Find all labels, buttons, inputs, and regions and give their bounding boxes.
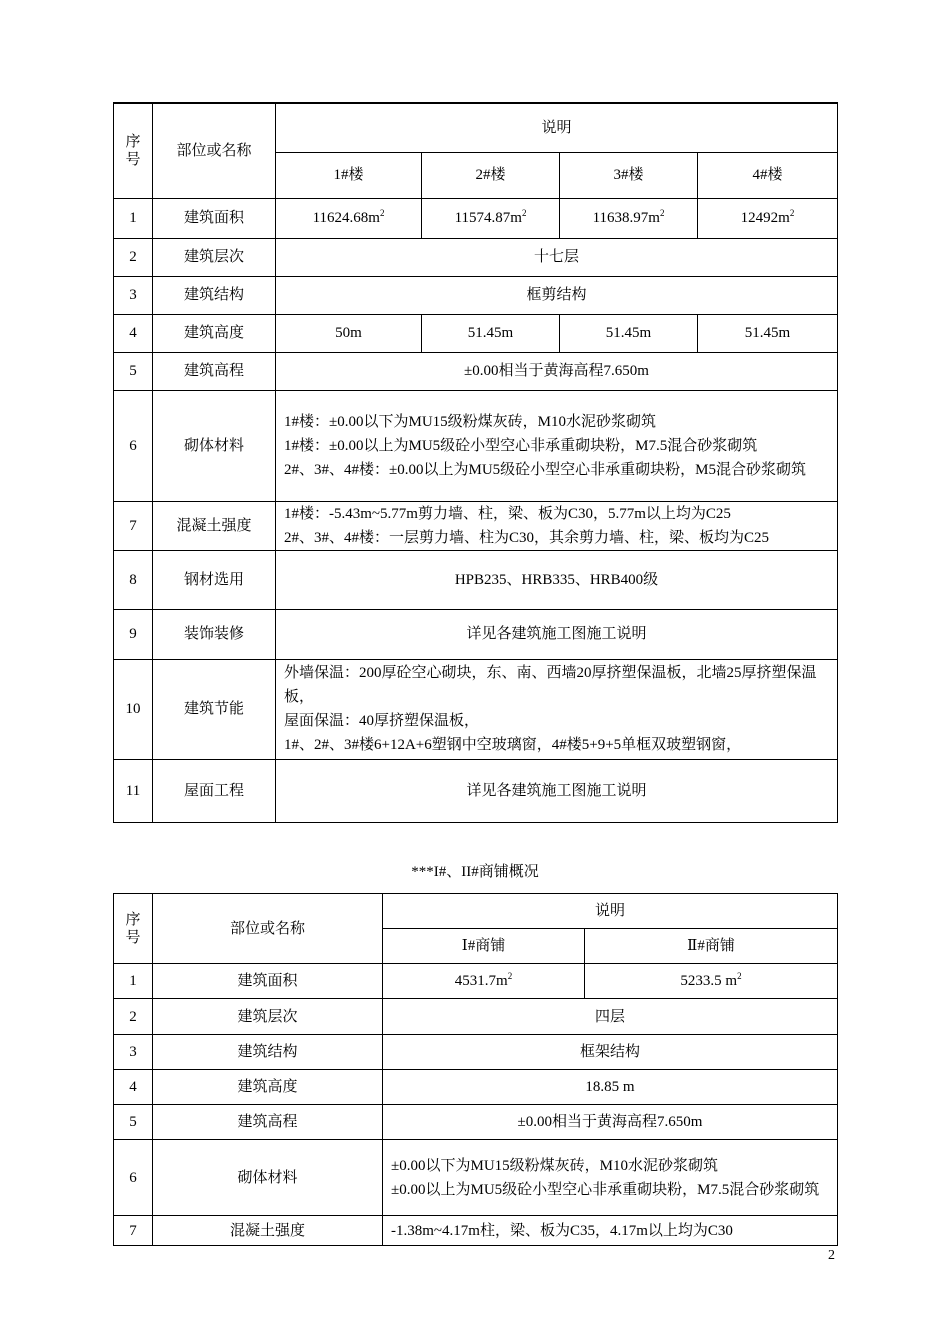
row-name: 建筑高度 bbox=[153, 314, 276, 352]
height-cell: 51.45m bbox=[560, 314, 698, 352]
row-no: 10 bbox=[114, 659, 153, 759]
row-no: 4 bbox=[114, 1070, 153, 1105]
row-desc: 详见各建筑施工图施工说明 bbox=[276, 759, 838, 822]
row-name: 屋面工程 bbox=[153, 759, 276, 822]
row-no: 7 bbox=[114, 501, 153, 550]
row-name: 建筑结构 bbox=[153, 1035, 383, 1070]
row-no: 2 bbox=[114, 238, 153, 276]
building-header: 1#楼 bbox=[276, 152, 422, 198]
table-row bbox=[114, 352, 838, 390]
row-desc: 18.85 m bbox=[383, 1070, 838, 1105]
area-cell: $4531.7m^2$ bbox=[383, 964, 585, 999]
row-name: 砌体材料 bbox=[153, 1140, 383, 1216]
row-name: 建筑面积 bbox=[153, 198, 276, 238]
row-name: 钢材选用 bbox=[153, 550, 276, 609]
desc-line: 外墙保温：200厚砼空心砌块，东、南、西墙20厚挤塑保温板，北墙25厚挤塑保温板， bbox=[284, 665, 817, 705]
row-desc: HPB235、HRB335、HRB400级 bbox=[276, 550, 838, 609]
table-row bbox=[114, 1035, 838, 1070]
table-row bbox=[114, 198, 838, 238]
area-cell: $11638.97m^2$ bbox=[560, 198, 698, 238]
row-no: 6 bbox=[114, 1140, 153, 1216]
height-cell: 51.45m bbox=[422, 314, 560, 352]
row-no: 3 bbox=[114, 276, 153, 314]
row-desc: -1.38m~4.17m柱，梁、板为C35，4.17m以上均为C30 bbox=[383, 1216, 838, 1246]
height-cell: 51.45m bbox=[698, 314, 838, 352]
shop-overview-caption: ***I#、II#商铺概况 bbox=[411, 864, 539, 880]
row-desc: 框剪结构 bbox=[276, 276, 838, 314]
shop-header: Ⅰ#商铺 bbox=[383, 929, 585, 964]
row-no: 5 bbox=[114, 1105, 153, 1140]
area-cell: $11574.87m^2$ bbox=[422, 198, 560, 238]
area-cell: $12492m^2$ bbox=[698, 198, 838, 238]
desc-header: 说明 bbox=[383, 894, 838, 929]
name-header: 部位或名称 bbox=[153, 103, 276, 198]
building-header: 2#楼 bbox=[422, 152, 560, 198]
row-desc bbox=[276, 659, 838, 759]
area-cell: 5233.5 $m^2$ bbox=[585, 964, 838, 999]
name-header: 部位或名称 bbox=[153, 894, 383, 964]
row-name: 建筑结构 bbox=[153, 276, 276, 314]
seq-header: 序号 bbox=[114, 103, 153, 198]
table-row bbox=[114, 1216, 838, 1246]
table-row bbox=[114, 1140, 838, 1216]
row-name: 混凝土强度 bbox=[153, 1216, 383, 1246]
desc-line: 2#、3#、4#楼：±0.00以上为MU5级砼小型空心非承重砌块粉，M5混合砂浆砌筑 bbox=[284, 461, 806, 478]
row-name: 建筑高度 bbox=[153, 1070, 383, 1105]
building-header: 3#楼 bbox=[560, 152, 698, 198]
row-name: 建筑节能 bbox=[153, 659, 276, 759]
table-row bbox=[114, 314, 838, 352]
table-row bbox=[114, 659, 838, 759]
desc-line: ±0.00以下为MU15级粉煤灰砖，M10水泥砂浆砌筑 bbox=[391, 1157, 718, 1174]
row-no: 11 bbox=[114, 759, 153, 822]
building-header: 4#楼 bbox=[698, 152, 838, 198]
height-cell: 50m bbox=[276, 314, 422, 352]
desc-line: 2#、3#、4#楼：一层剪力墙、柱为C30，其余剪力墙、柱，梁、板均为C25 bbox=[284, 529, 770, 546]
row-name: 装饰装修 bbox=[153, 609, 276, 659]
row-no: 5 bbox=[114, 352, 153, 390]
row-no: 8 bbox=[114, 550, 153, 609]
building-overview-table bbox=[113, 102, 838, 823]
table-row bbox=[114, 999, 838, 1035]
page-number: 2 bbox=[828, 1248, 835, 1263]
row-name: 建筑高程 bbox=[153, 1105, 383, 1140]
table-row bbox=[114, 609, 838, 659]
row-name: 建筑层次 bbox=[153, 238, 276, 276]
row-no: 7 bbox=[114, 1216, 153, 1246]
row-no: 1 bbox=[114, 198, 153, 238]
table-row bbox=[114, 964, 838, 999]
row-desc: 四层 bbox=[383, 999, 838, 1035]
desc-line: 1#楼：±0.00以下为MU15级粉煤灰砖，M10水泥砂浆砌筑 bbox=[284, 413, 656, 430]
row-no: 2 bbox=[114, 999, 153, 1035]
row-desc: ±0.00相当于黄海高程7.650m bbox=[383, 1105, 838, 1140]
row-name: 建筑面积 bbox=[153, 964, 383, 999]
table-row bbox=[114, 390, 838, 501]
row-no: 6 bbox=[114, 390, 153, 501]
table-row bbox=[114, 1070, 838, 1105]
row-desc bbox=[276, 390, 838, 501]
desc-header: 说明 bbox=[276, 103, 838, 152]
row-no: 1 bbox=[114, 964, 153, 999]
desc-line: 1#、2#、3#楼6+12A+6塑钢中空玻璃窗，4#楼5+9+5单框双玻塑钢窗， bbox=[284, 737, 742, 753]
row-desc: 框架结构 bbox=[383, 1035, 838, 1070]
table-row bbox=[114, 501, 838, 550]
seq-header: 序号 bbox=[114, 894, 153, 964]
desc-line: 屋面保温：40厚挤塑保温板， bbox=[284, 713, 480, 729]
row-name: 建筑层次 bbox=[153, 999, 383, 1035]
row-desc bbox=[276, 501, 838, 550]
row-desc: 详见各建筑施工图施工说明 bbox=[276, 609, 838, 659]
row-name: 砌体材料 bbox=[153, 390, 276, 501]
desc-line: 1#楼：-5.43m~5.77m剪力墙、柱，梁、板为C30，5.77m以上均为C25 bbox=[284, 505, 731, 522]
row-no: 4 bbox=[114, 314, 153, 352]
row-name: 混凝土强度 bbox=[153, 501, 276, 550]
desc-line: ±0.00以上为MU5级砼小型空心非承重砌块粉，M7.5混合砂浆砌筑 bbox=[391, 1181, 820, 1198]
row-desc: 十七层 bbox=[276, 238, 838, 276]
table-row bbox=[114, 276, 838, 314]
table-row bbox=[114, 238, 838, 276]
table-row bbox=[114, 550, 838, 609]
table-row bbox=[114, 1105, 838, 1140]
shop-header: Ⅱ#商铺 bbox=[585, 929, 838, 964]
row-desc: ±0.00相当于黄海高程7.650m bbox=[276, 352, 838, 390]
table-row bbox=[114, 759, 838, 822]
desc-line: 1#楼：±0.00以上为MU5级砼小型空心非承重砌块粉，M7.5混合砂浆砌筑 bbox=[284, 437, 758, 454]
area-cell: $11624.68m^2$ bbox=[276, 198, 422, 238]
shop-overview-table bbox=[113, 893, 838, 1246]
row-desc bbox=[383, 1140, 838, 1216]
row-no: 9 bbox=[114, 609, 153, 659]
row-no: 3 bbox=[114, 1035, 153, 1070]
row-name: 建筑高程 bbox=[153, 352, 276, 390]
